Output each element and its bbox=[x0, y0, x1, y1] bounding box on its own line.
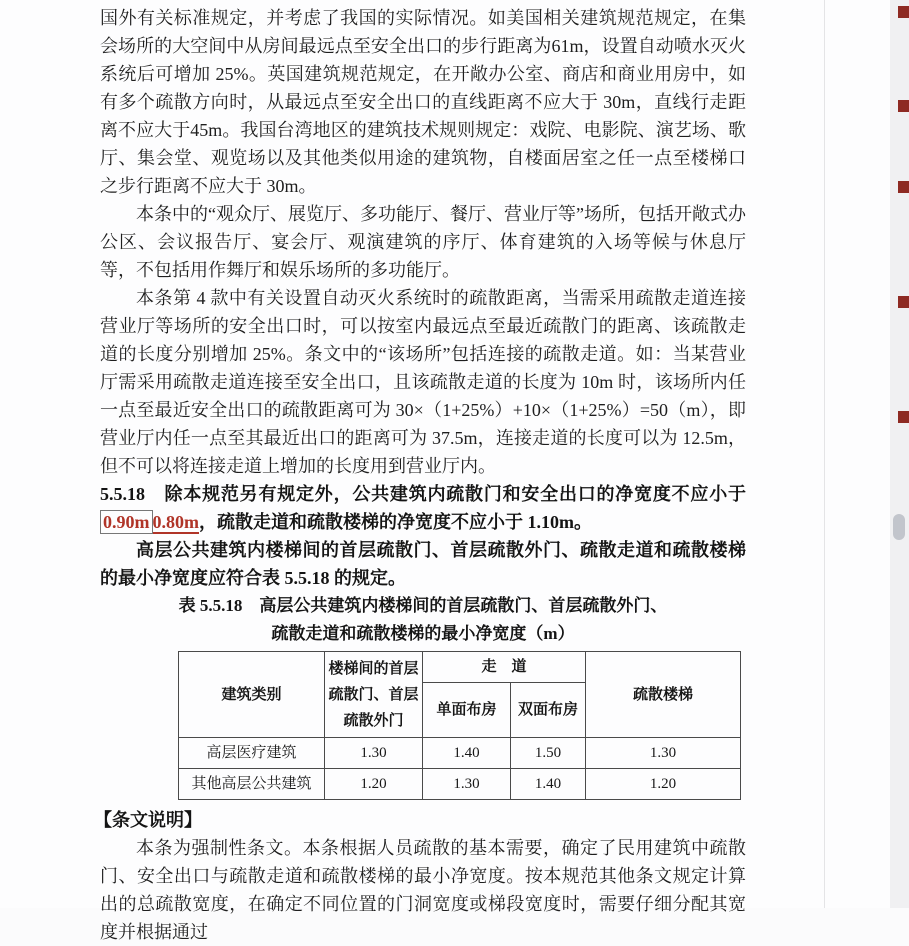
explanation-body: 本条为强制性条文。本条根据人员疏散的基本需要，确定了民用建筑中疏散门、安全出口与疏散走道和疏散楼梯的最小净宽度。按本规范其他条文规定计算出的总疏散宽度，在确定不同位置的门洞宽度或梯段宽度时，需要仔细分配其宽度并根据通过 bbox=[100, 838, 746, 942]
col-header-category: 建筑类别 bbox=[179, 652, 325, 738]
table-5-5-18 bbox=[178, 651, 741, 800]
clause-text-before: 5.5.18 除本规范另有规定外，公共建筑内疏散门和安全出口的净宽度不应小于 bbox=[100, 484, 746, 504]
change-marker[interactable] bbox=[898, 411, 909, 423]
change-marker[interactable] bbox=[898, 100, 909, 112]
change-marker[interactable] bbox=[898, 296, 909, 308]
clause-5-5-18-para2: 高层公共建筑内楼梯间的首层疏散门、首层疏散外门、疏散走道和疏散楼梯的最小净宽度应符合表 5.5.18 的规定。 bbox=[100, 540, 746, 588]
scrollbar-track[interactable] bbox=[890, 0, 909, 908]
explanation-heading: 【条文说明】 bbox=[94, 810, 202, 830]
change-marker[interactable] bbox=[898, 181, 909, 193]
page-margin-line bbox=[824, 0, 825, 908]
body-text bbox=[94, 4, 746, 946]
cell-stair: 1.30 bbox=[586, 738, 741, 769]
col-header-first-floor-doors: 楼梯间的首层疏散门、首层疏散外门 bbox=[325, 652, 423, 738]
cell-single: 1.30 bbox=[423, 769, 511, 800]
clause-text-after: ，疏散走道和疏散楼梯的净宽度不应小于 1.10m。 bbox=[199, 512, 592, 532]
old-width-value: 0.90m bbox=[100, 510, 153, 534]
clause-5-5-18 bbox=[100, 480, 746, 536]
col-header-single-side: 单面布房 bbox=[423, 683, 511, 738]
cell-double: 1.50 bbox=[511, 738, 586, 769]
cell-first-floor: 1.30 bbox=[325, 738, 423, 769]
new-width-value: 0.80m bbox=[152, 512, 199, 532]
table-title-line1: 表 5.5.18 高层公共建筑内楼梯间的首层疏散门、首层疏散外门、 bbox=[178, 596, 668, 615]
table-row bbox=[179, 738, 741, 769]
col-header-stair: 疏散楼梯 bbox=[586, 652, 741, 738]
paragraph-overflow: 国外有关标准规定，并考虑了我国的实际情况。如美国相关建筑规范规定，在集会场所的大空间中从房间最远点至安全出口的步行距离为61m，设置自动喷水灭火系统后可增加 25%。英国建筑规范规定，在开敞办公室、商店和商业用房中，如有多个疏散方向时，从最远点至安全出口的直线距离不应大于 30m，直线行走距离不应大于45m。我国台湾地区的建筑技术规则规定：戏院、电影院、演艺场、歌厅、集会堂、观览场以及其他类似用途的建筑物，自楼面居室之任一点至楼梯口之步行距离不应大于 30m。 bbox=[100, 8, 746, 196]
table-row bbox=[179, 769, 741, 800]
scrollbar-thumb[interactable] bbox=[893, 514, 905, 540]
paragraph-scope: 本条中的“观众厅、展览厅、多功能厅、餐厅、营业厅等”场所，包括开敞式办公区、会议报告厅、宴会厅、观演建筑的序厅、体育建筑的入场等候与休息厅等，不包括用作舞厅和娱乐场所的多功能厅。 bbox=[100, 204, 746, 280]
cell-double: 1.40 bbox=[511, 769, 586, 800]
change-marker[interactable] bbox=[898, 6, 909, 18]
cell-single: 1.40 bbox=[423, 738, 511, 769]
paragraph-sprinkler-distance: 本条第 4 款中有关设置自动灭火系统时的疏散距离，当需采用疏散走道连接营业厅等场所的安全出口时，可以按室内最远点至最近疏散门的距离、该疏散走道的长度分别增加 25%。条文中的“该场所”包括连接的疏散走道。如：当某营业厅需采用疏散走道连接至安全出口，且该疏散走道的长度为 10m 时，该场所内任一点至最近安全出口的疏散距离可为 30×（1+25%）+10×（1+25%）=50（m），即营业厅内任一点至其最近出口的距离可为 37.5m，连接走道的长度可以为 12.5m，但不可以将连接走道上增加的长度用到营业厅内。 bbox=[100, 288, 746, 476]
cell-first-floor: 1.20 bbox=[325, 769, 423, 800]
table-title-line2: 疏散走道和疏散楼梯的最小净宽度（m） bbox=[271, 624, 575, 643]
col-header-double-side: 双面布房 bbox=[511, 683, 586, 738]
row-category: 其他高层公共建筑 bbox=[179, 769, 325, 800]
col-header-corridor: 走 道 bbox=[423, 652, 586, 683]
row-category: 高层医疗建筑 bbox=[179, 738, 325, 769]
cell-stair: 1.20 bbox=[586, 769, 741, 800]
